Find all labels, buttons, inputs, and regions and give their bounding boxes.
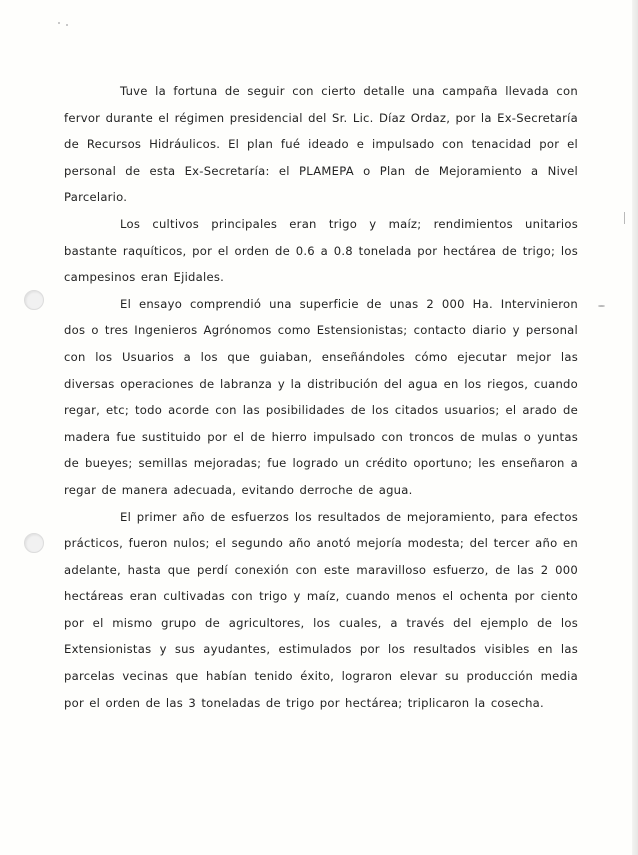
paragraph-4: El primer año de esfuerzos los resultados de mejoramiento, para efectos prácticos, fueron nulos; el segundo año anotó mejoría modesta; del tercer año en adelante, hasta que perdí conexión con este maravilloso esfuerzo, de las 2 000 hectáreas eran cultivadas con trigo y maíz, cuando menos el ochenta por ciento por el mismo grupo de agricultores, los cuales, a través del ejemplo de los Extensionistas y sus ayudantes, estimulados por los resultados visibles en las parcelas vecinas que habían tenido éxito, lograron elevar su producción media por el orden de las 3 toneladas de trigo por hectárea; triplicaron la cosecha. [64, 509, 578, 710]
paragraph-3: El ensayo comprendió una superficie de unas 2 000 Ha. Intervinieron dos o tres Ingenieros Agrónomos como Estensionistas; contacto diario y personal con los Usuarios a los que guiaban, enseñándoles cómo ejecutar mejor las diversas operaciones de labranza y la distribución del agua en los riegos, cuando regar, etc; todo acorde con las posibilidades de los citados usuarios; el arado de madera fue sustituido por el de hierro impulsado con troncos de mulas o yuntas de bueyes; semillas mejoradas; fue logrado un crédito oportuno; les enseñaron a regar de manera adecuada, evitando derroche de agua. [64, 296, 578, 497]
scan-speck [58, 22, 60, 24]
paragraph-1: Tuve la fortuna de seguir con cierto detalle una campaña llevada con fervor durante el régimen presidencial del Sr. Lic. Díaz Ordaz, por la Ex-Secretaría de Recursos Hidráulicos. El plan fué ideado e impulsado con tenacidad por el personal de esta Ex-Secretaría: el PLAMEPA o Plan de Mejoramiento a Nivel Parcelario. [64, 84, 578, 205]
punch-hole-top [24, 290, 44, 310]
document-body [64, 78, 578, 716]
scan-speck [66, 24, 68, 26]
punch-hole-bottom [24, 533, 44, 553]
paper-edge [632, 0, 638, 855]
scan-mark [624, 212, 625, 224]
paragraph-2: Los cultivos principales eran trigo y maíz; rendimientos unitarios bastante raquíticos, por el orden de 0.6 a 0.8 tonelada por hectárea de trigo; los campesinos eran Ejidales. [64, 216, 578, 285]
scan-mark [598, 305, 605, 307]
